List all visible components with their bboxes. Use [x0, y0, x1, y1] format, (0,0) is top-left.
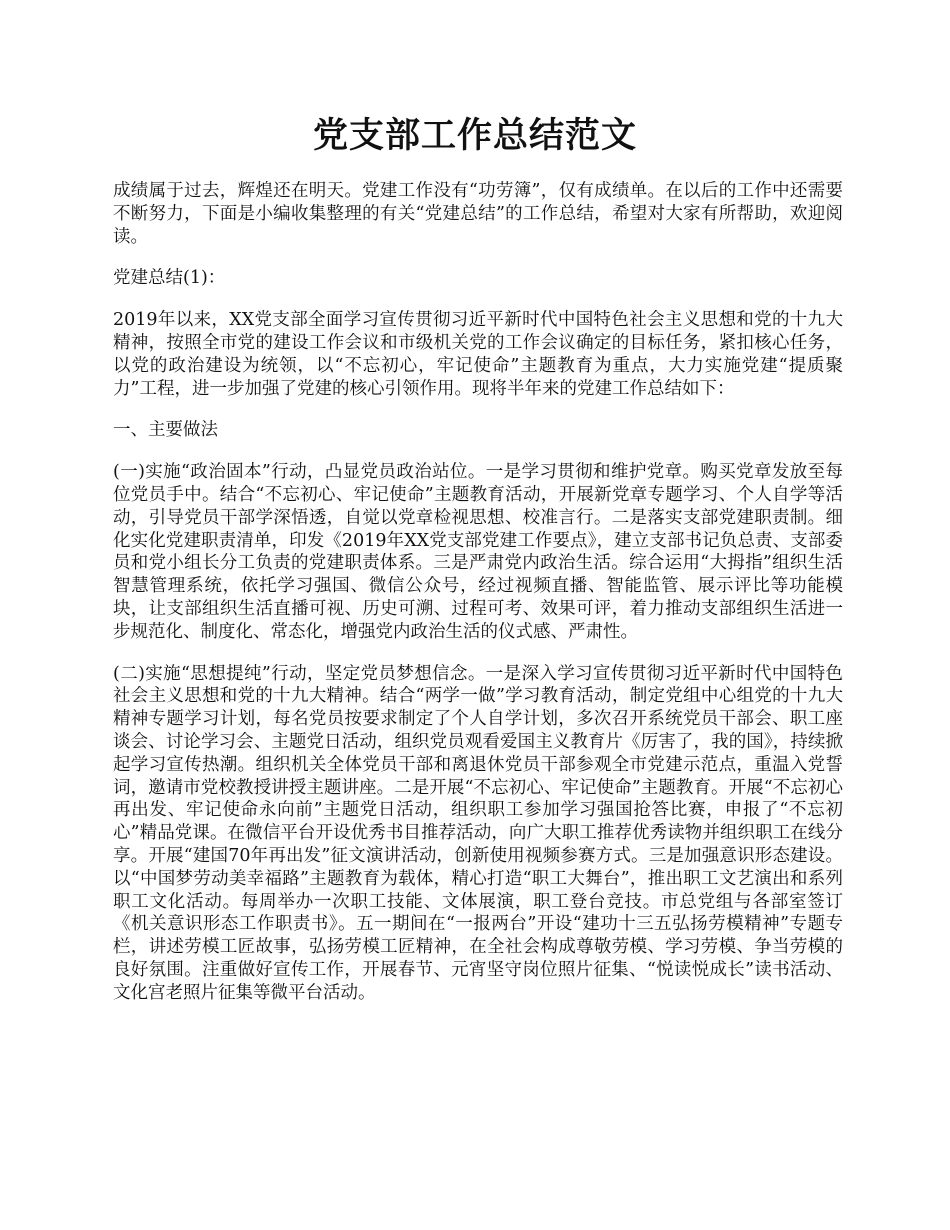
page-title: 党支部工作总结范文 [312, 116, 637, 156]
item-two-paragraph: (二)实施“思想提纯”行动，坚定党员梦想信念。一是深入学习宣传贯彻习近平新时代中国特色社会主义思想和党的十九大精神。结合“两学一做”学习教育活动，制定党组中心组党的十九大精神专题学习计划，每名党员按要求制定了个人自学计划，多次召开系统党员干部会、职工座谈会、讨论学习会、主题党日活动，组织党员观看爱国主义教育片《厉害了，我的国》，持续掀起学习宣传热潮。组织机关全体党员干部和离退休党员干部参观全市党建示范点，重温入党誓词，邀请市党校教授讲授主题讲座。二是开展“不忘初心、牢记使命”主题教育。开展“不忘初心再出发、牢记使命永向前”主题党日活动，组织职工参加学习强国抢答比赛，申报了“不忘初心”精品党课。在微信平台开设优秀书目推荐活动，向广大职工推荐优秀读物并组织职工在线分享。开展“建国70年再出发”征文演讲活动，创新使用视频参赛方式。三是加强意识形态建设。以“中国梦劳动美幸福路”主题教育为载体，精心打造“职工大舞台”，推出职工文艺演出和系列职工文化活动。每周举办一次职工技能、文体展演，职工登台竞技。市总党组与各部室签订《机关意识形态工作职责书》。五一期间在“一报两台”开设“建功十三五弘扬劳模精神”专题专栏，讲述劳模工匠故事，弘扬劳模工匠精神，在全社会构成尊敬劳模、学习劳模、争当劳模的良好氛围。注重做好宣传工作，开展春节、元宵坚守岗位照片征集、“悦读悦成长”读书活动、文化宫老照片征集等微平台活动。 [113, 663, 843, 1003]
section-label: 党建总结(1)： [113, 268, 226, 289]
document-body [113, 180, 843, 1024]
summary-paragraph: 2019年以来，XX党支部全面学习宣传贯彻习近平新时代中国特色社会主义思想和党的十九大精神，按照全市党的建设工作会议和市级机关党的工作会议确定的目标任务，紧扣核心任务，以党的政治建设为统领，以“不忘初心，牢记使命”主题教育为重点，大力实施党建“提质聚力”工程，进一步加强了党建的核心引领作用。现将半年来的党建工作总结如下： [113, 310, 843, 399]
item-one-paragraph: (一)实施“政治固本”行动，凸显党员政治站位。一是学习贯彻和维护党章。购买党章发放至每位党员手中。结合“不忘初心、牢记使命”主题教育活动，开展新党章专题学习、个人自学等活动，引导党员干部学深悟透，自觉以党章检视思想、校准言行。二是落实支部党建职责制。细化实化党建职责清单，印发《2019年XX党支部党建工作要点》，建立支部书记负总责、支部委员和党小组长分工负责的党建职责体系。三是严肃党内政治生活。综合运用“大拇指”组织生活智慧管理系统，依托学习强国、微信公众号，经过视频直播、智能监管、展示评比等功能模块，让支部组织生活直播可视、历史可溯、过程可考、效果可评，着力推动支部组织生活进一步规范化、制度化、常态化，增强党内政治生活的仪式感、严肃性。 [113, 462, 843, 642]
intro-paragraph: 成绩属于过去，辉煌还在明天。党建工作没有“功劳簿”，仅有成绩单。在以后的工作中还需要不断努力，下面是小编收集整理的有关“党建总结”的工作总结，希望对大家有所帮助，欢迎阅读。 [113, 181, 843, 247]
section-heading: 一、主要做法 [113, 420, 218, 441]
